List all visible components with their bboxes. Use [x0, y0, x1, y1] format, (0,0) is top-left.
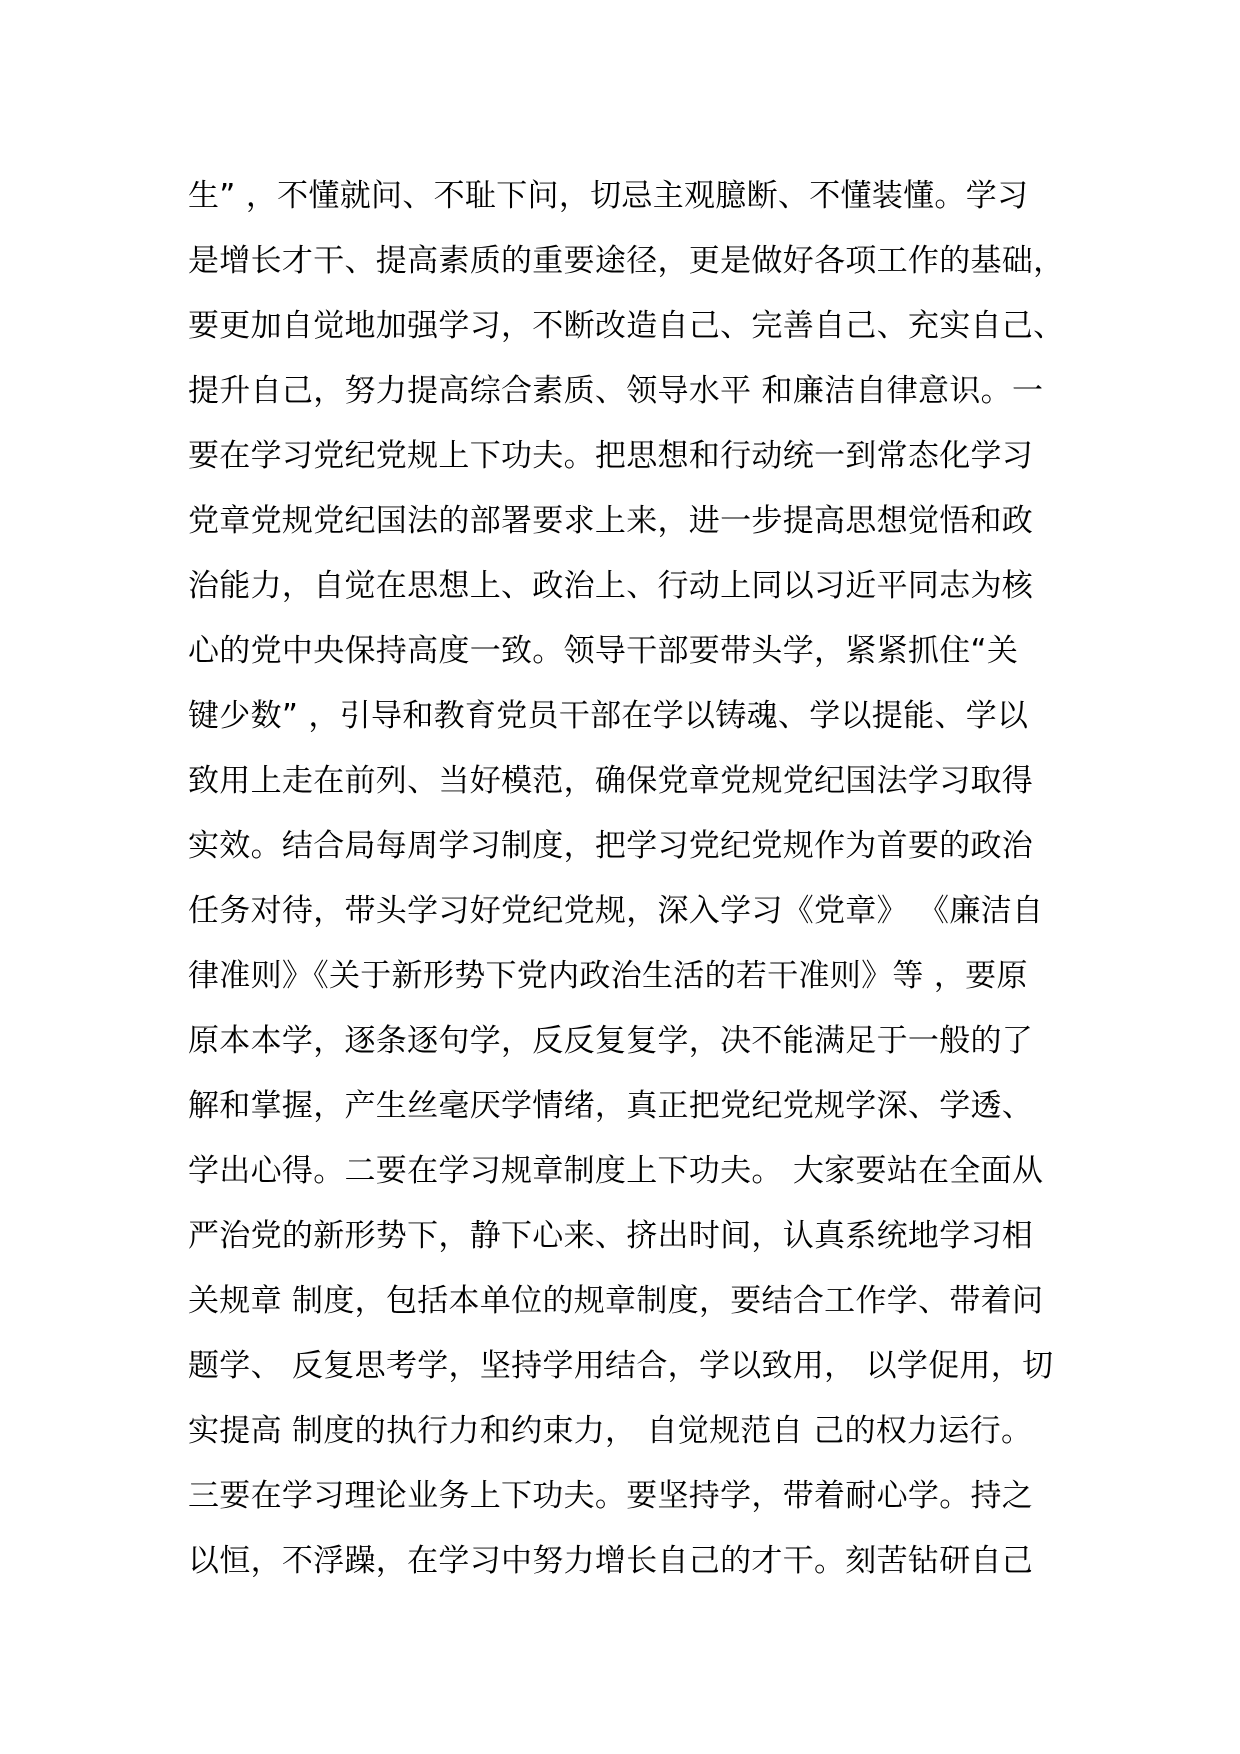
text-line: 律准则》《关于新形势下党内政治生活的若干准则》等 ，要原	[188, 958, 1028, 994]
text-line: 原本本学，逐条逐句学，反反复复学，决不能满足于一般的了	[188, 1023, 1034, 1059]
text-line: 键少数” ，引导和教育党员干部在学以铸魂、学以提能、学以	[188, 698, 1029, 734]
body-text	[188, 164, 1088, 1594]
text-line: 解和掌握，产生丝毫厌学情绪，真正把党纪党规学深、学透、	[188, 1088, 1034, 1124]
text-line: 心的党中央保持高度一致。领导干部要带头学，紧紧抓住“关	[188, 633, 1019, 669]
text-line: 要在学习党纪党规上下功夫。把思想和行动统一到常态化学习	[188, 438, 1034, 474]
text-line: 党章党规党纪国法的部署要求上来，进一步提高思想觉悟和政	[188, 503, 1034, 539]
text-line: 学出心得。二要在学习规章制度上下功夫。 大家要站在全面从	[188, 1153, 1044, 1189]
text-line: 实提高 制度的执行力和约束力， 自觉规范自 己的权力运行。	[188, 1413, 1033, 1449]
text-line: 三要在学习理论业务上下功夫。要坚持学，带着耐心学。持之	[188, 1478, 1034, 1514]
text-line: 致用上走在前列、当好模范，确保党章党规党纪国法学习取得	[188, 763, 1034, 799]
text-line: 题学、 反复思考学，坚持学用结合，学以致用， 以学促用，切	[188, 1348, 1054, 1384]
text-line: 任务对待，带头学习好党纪党规，深入学习《党章》 《廉洁自	[188, 893, 1044, 929]
text-line: 关规章 制度，包括本单位的规章制度，要结合工作学、带着问	[188, 1283, 1044, 1319]
text-line: 生” ，不懂就问、不耻下问，切忌主观臆断、不懂装懂。学习	[188, 178, 1029, 214]
text-line: 治能力，自觉在思想上、政治上、行动上同以习近平同志为核	[188, 568, 1034, 604]
text-line: 以恒，不浮躁，在学习中努力增长自己的才干。刻苦钻研自己	[188, 1543, 1034, 1579]
text-line: 是增长才干、提高素质的重要途径，更是做好各项工作的基础，	[188, 243, 1065, 279]
text-line: 提升自己，努力提高综合素质、领导水平 和廉洁自律意识。一	[188, 373, 1044, 409]
text-line: 要更加自觉地加强学习，不断改造自己、完善自己、充实自己、	[188, 308, 1065, 344]
text-line: 实效。结合局每周学习制度，把学习党纪党规作为首要的政治	[188, 828, 1034, 864]
text-line: 严治党的新形势下，静下心来、挤出时间，认真系统地学习相	[188, 1218, 1034, 1254]
